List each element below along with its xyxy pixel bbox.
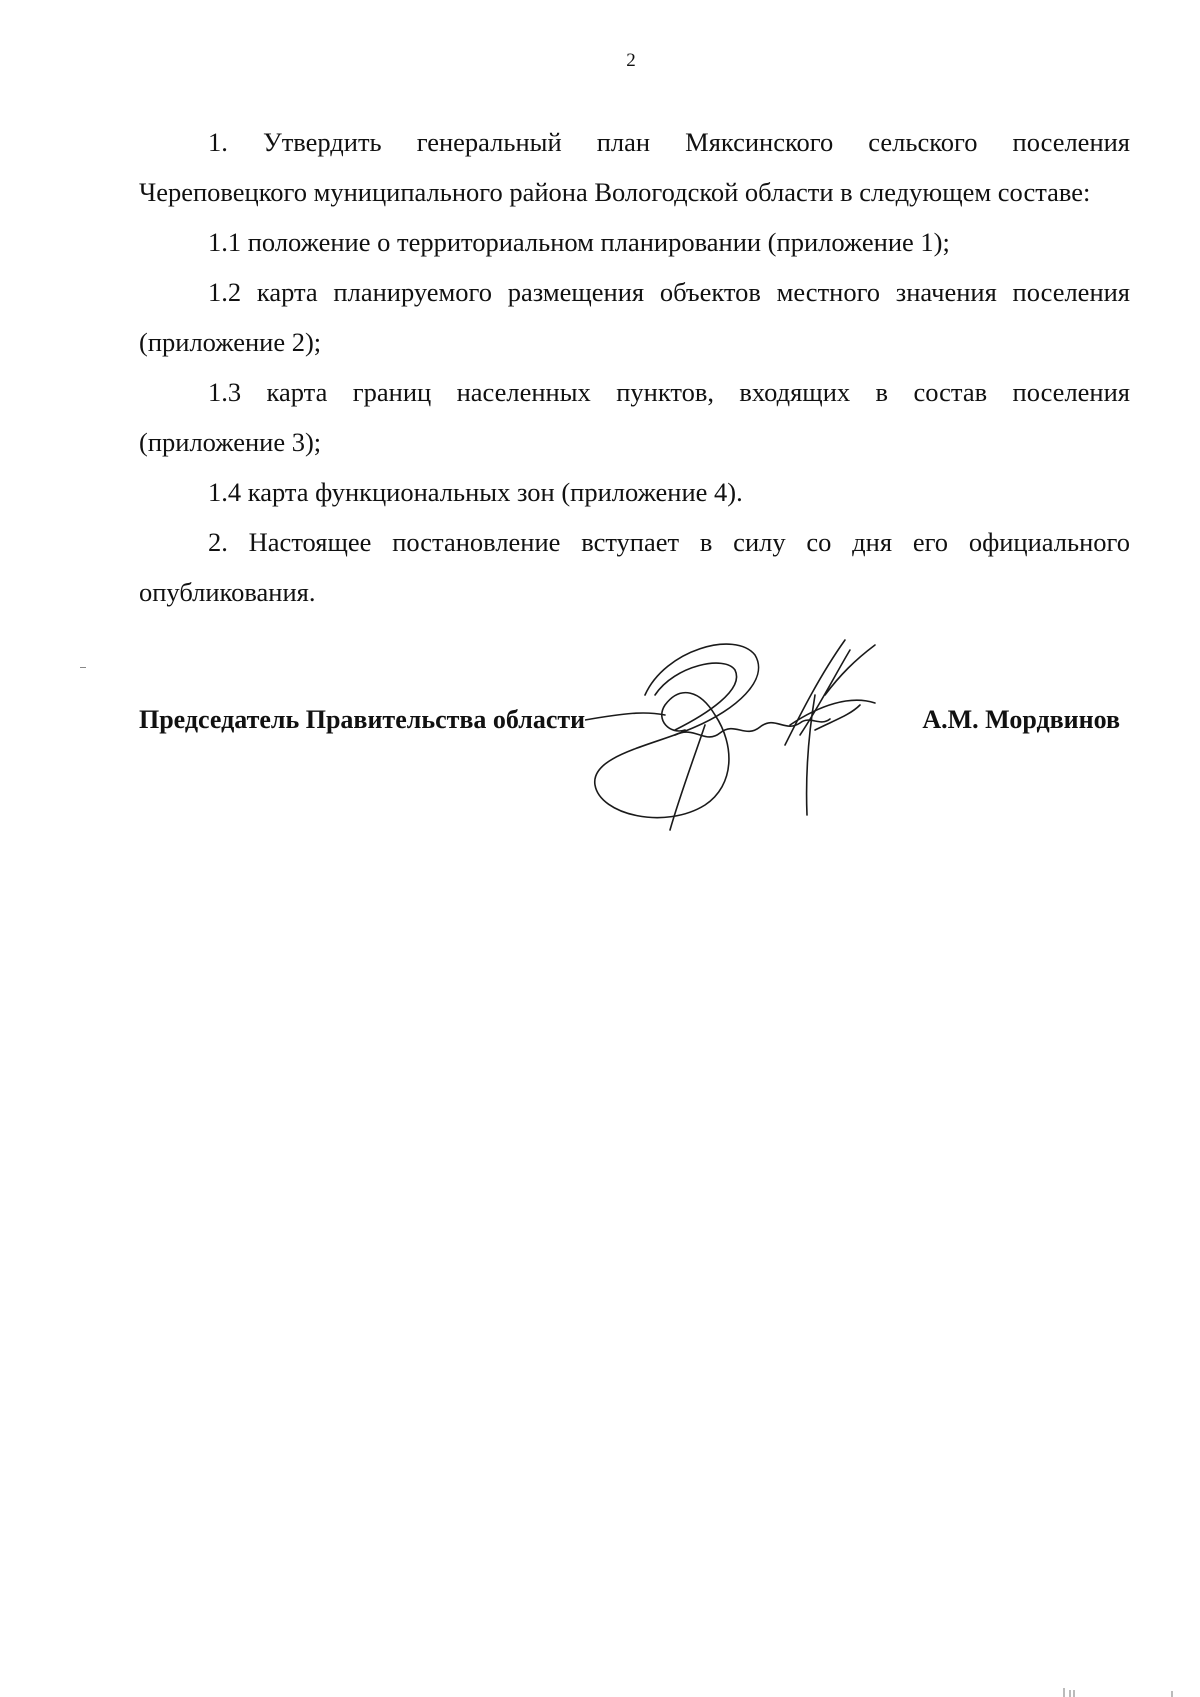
paragraph-1-1: 1.1 положение о территориальном планировании (приложение 1); [208, 227, 950, 257]
paragraph-1-2: 1.2 карта планируемого размещения объектов местного значения поселения (приложение 2); [139, 277, 1130, 357]
signer-position: Председатель Правительства области [139, 705, 586, 734]
paragraph-1-4: 1.4 карта функциональных зон (приложение 4). [208, 477, 743, 507]
paragraph-1: 1. Утвердить генеральный план Мяксинского сельского поселения Череповецкого муниципального района Вологодской области в следующем составе: [139, 127, 1130, 207]
document-body [139, 117, 1130, 617]
page-number: 2 [626, 50, 636, 71]
scan-edge-mark [1060, 1688, 1180, 1697]
paragraph-2: 2. Настоящее постановление вступает в силу со дня его официального опубликования. [139, 527, 1130, 607]
paragraph-1-3: 1.3 карта границ населенных пунктов, входящих в состав поселения (приложение 3); [139, 377, 1130, 457]
signer-name: А.М. Мордвинов [922, 705, 1120, 734]
margin-mark [80, 667, 86, 668]
handwritten-signature-icon [585, 635, 935, 835]
